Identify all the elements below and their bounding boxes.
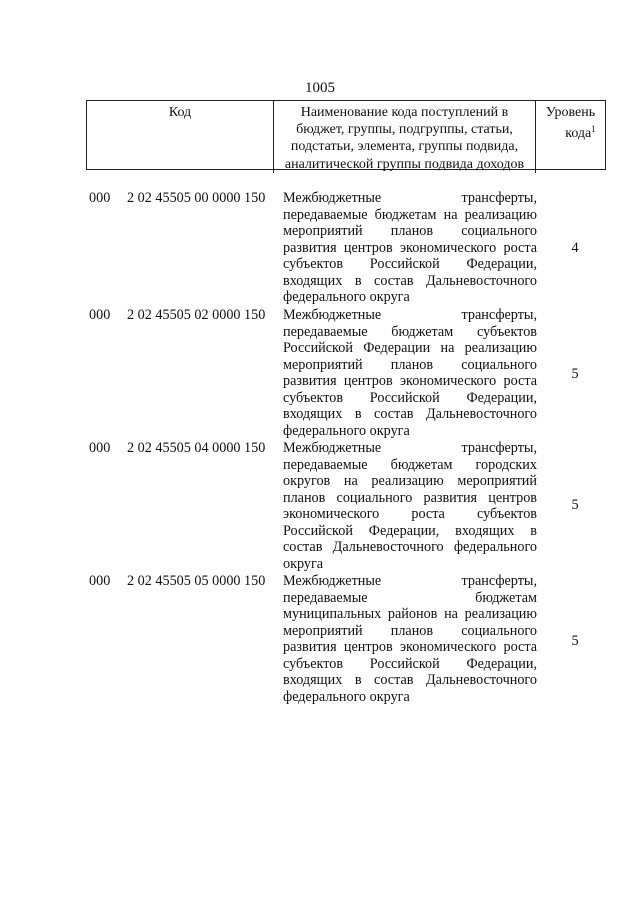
- row-name-line: субъектов Российской Федерации,: [283, 256, 537, 272]
- row-name-line: Межбюджетные трансферты,: [283, 440, 537, 456]
- row-name-line: передаваемые бюджетам субъектов: [283, 323, 537, 340]
- header-name-line: подстатьи, элемента, группы подвида,: [290, 139, 519, 155]
- row-code: 2 02 45505 05 0000 150: [127, 573, 266, 589]
- row-name-line: федерального округа: [283, 422, 410, 439]
- row-name-line: входящих в состав Дальневосточного: [283, 272, 537, 289]
- header-name: [274, 101, 536, 173]
- row-name-line: округов на реализацию мероприятий: [283, 473, 537, 489]
- row-level: 5: [571, 633, 579, 649]
- header-level-line1: Уровень: [545, 105, 596, 120]
- row-name-line: мероприятий планов социального: [283, 622, 537, 639]
- header-name-line: бюджет, группы, подгруппы, статьи,: [296, 122, 513, 138]
- header-code: [87, 101, 274, 173]
- row-level: 4: [571, 240, 579, 256]
- row-name-line: Российской Федерации на реализацию: [283, 340, 537, 356]
- row-name-line: Российской Федерации, входящих в: [283, 522, 537, 539]
- row-name-line: экономического роста субъектов: [283, 506, 537, 522]
- row-prefix: 000: [89, 307, 111, 323]
- row-name-line: Межбюджетные трансферты,: [283, 573, 537, 589]
- row-name: [283, 573, 537, 705]
- row-name-line: мероприятий планов социального: [283, 223, 537, 239]
- header-code-label: Код: [168, 105, 192, 120]
- row-name: [283, 440, 537, 572]
- row-name-line: федерального округа: [283, 289, 410, 305]
- row-name-line: развития центров экономического роста: [283, 373, 537, 389]
- footnote-marker: 1: [591, 124, 596, 135]
- row-prefix: 000: [89, 573, 111, 589]
- row-name-line: субъектов Российской Федерации,: [283, 389, 537, 406]
- row-name-line: субъектов Российской Федерации,: [283, 655, 537, 672]
- table-header: [86, 100, 606, 170]
- row-name-line: состав Дальневосточного федерального: [283, 539, 537, 555]
- row-name: [283, 190, 537, 306]
- row-name-line: мероприятий планов социального: [283, 356, 537, 373]
- row-name-line: округа: [283, 555, 324, 572]
- row-name-line: входящих в состав Дальневосточного: [283, 672, 537, 688]
- header-name-line: аналитической группы подвида доходов: [284, 156, 525, 172]
- row-code: 2 02 45505 04 0000 150: [127, 440, 266, 456]
- row-name-line: передаваемые бюджетам: [283, 589, 537, 606]
- page-number: 1005: [305, 80, 335, 96]
- row-name: [283, 307, 537, 439]
- row-name-line: планов социального развития центров: [283, 489, 537, 506]
- row-prefix: 000: [89, 190, 111, 206]
- row-name-line: Межбюджетные трансферты,: [283, 190, 537, 206]
- row-name-line: передаваемые бюджетам городских: [283, 456, 537, 473]
- header-name-line: Наименование кода поступлений в: [300, 105, 509, 120]
- row-prefix: 000: [89, 440, 111, 456]
- row-code: 2 02 45505 00 0000 150: [127, 190, 266, 206]
- header-level: [536, 101, 605, 173]
- row-level: 5: [571, 366, 579, 382]
- row-name-line: передаваемые бюджетам на реализацию: [283, 206, 537, 223]
- row-code: 2 02 45505 02 0000 150: [127, 307, 266, 323]
- row-name-line: Межбюджетные трансферты,: [283, 307, 537, 323]
- row-name-line: федерального округа: [283, 688, 410, 705]
- row-name-line: входящих в состав Дальневосточного: [283, 406, 537, 422]
- row-name-line: развития центров экономического роста: [283, 639, 537, 655]
- row-level: 5: [571, 497, 579, 513]
- row-name-line: развития центров экономического роста: [283, 239, 537, 256]
- header-level-line2: кода: [565, 126, 592, 142]
- row-name-line: муниципальных районов на реализацию: [283, 606, 537, 622]
